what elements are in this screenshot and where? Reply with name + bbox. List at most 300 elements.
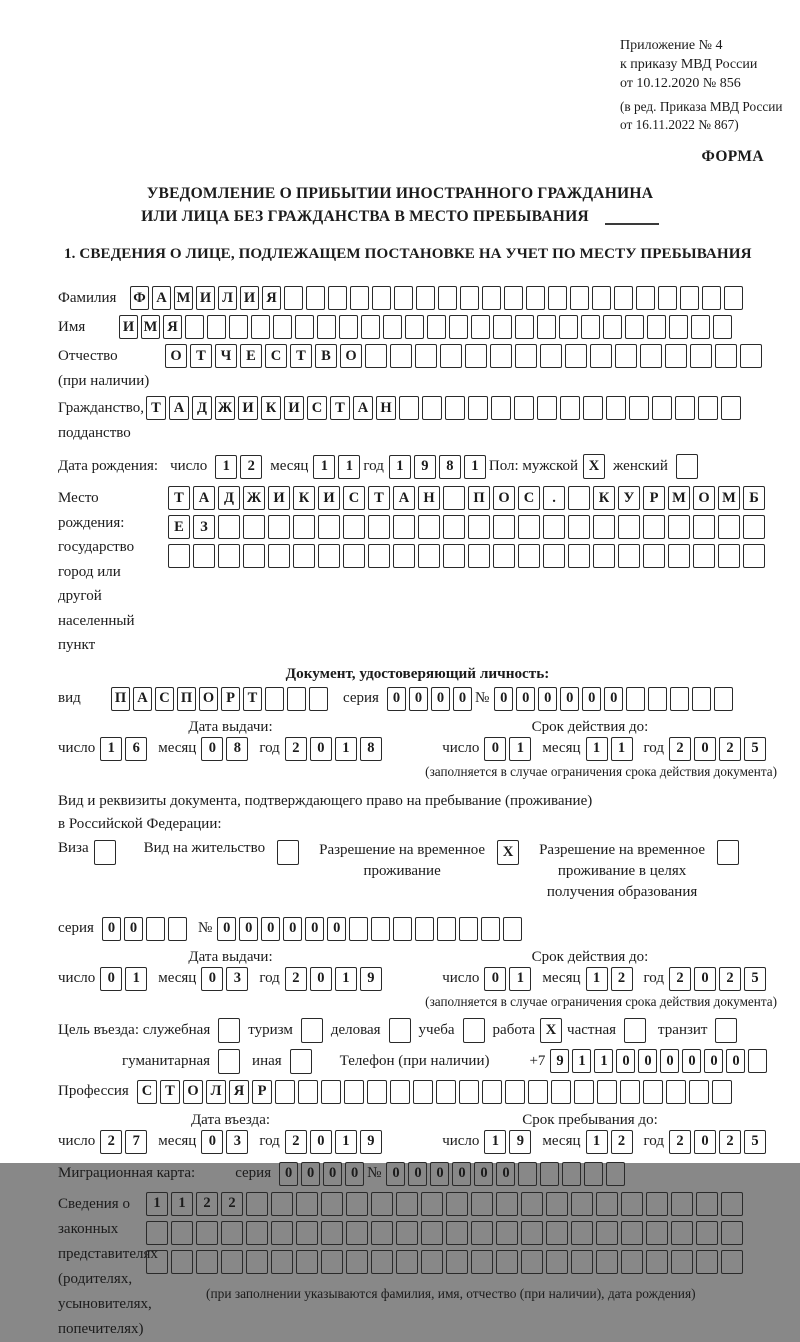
char-box: [514, 396, 534, 420]
char-box: [346, 1221, 368, 1245]
char-box: [275, 1080, 295, 1104]
entry-date-headers: [58, 1112, 777, 1129]
char-box: [371, 917, 390, 941]
residence-permit-checkbox: [277, 840, 299, 865]
char-box: 0: [704, 1049, 723, 1073]
char-box: [246, 1192, 268, 1216]
char-box: [606, 396, 626, 420]
char-box: 0: [453, 687, 472, 711]
char-box: М: [668, 486, 690, 510]
char-box: 1: [335, 737, 357, 761]
char-box: Л: [218, 286, 237, 310]
char-box: [277, 840, 299, 865]
char-box: 2: [669, 1130, 691, 1154]
char-box: [405, 315, 424, 339]
char-box: Б: [743, 486, 765, 510]
surname-row: [58, 286, 777, 310]
char-box: [421, 1250, 443, 1274]
char-box: [618, 544, 640, 568]
char-box: [218, 1049, 240, 1074]
char-box: [493, 515, 515, 539]
char-box: [643, 544, 665, 568]
char-box: [196, 1221, 218, 1245]
char-box: 7: [125, 1130, 147, 1154]
birth-month-boxes: [313, 455, 363, 479]
char-box: [229, 315, 248, 339]
char-box: [221, 1250, 243, 1274]
char-box: [389, 1018, 411, 1043]
expiry-day-boxes: [484, 967, 534, 991]
char-box: [218, 515, 240, 539]
char-box: [146, 917, 165, 941]
char-box: [306, 286, 325, 310]
char-box: 2: [285, 737, 307, 761]
char-box: У: [618, 486, 640, 510]
char-box: [321, 1192, 343, 1216]
char-box: [581, 315, 600, 339]
char-box: [221, 1221, 243, 1245]
char-box: 1: [313, 455, 335, 479]
char-box: [446, 1221, 468, 1245]
char-box: 1: [335, 1130, 357, 1154]
char-box: [321, 1080, 341, 1104]
month-label: месяц: [158, 970, 197, 986]
temp-residence-checkbox: [497, 840, 519, 865]
char-box: А: [133, 687, 152, 711]
form-word: ФОРМА: [701, 148, 764, 165]
char-box: [698, 396, 718, 420]
char-box: 1: [215, 455, 237, 479]
char-box: [675, 396, 695, 420]
char-box: [171, 1221, 193, 1245]
char-box: М: [718, 486, 740, 510]
char-box: [618, 515, 640, 539]
char-box: [271, 1221, 293, 1245]
char-box: [658, 286, 677, 310]
char-box: А: [393, 486, 415, 510]
stay-until-group: [442, 1130, 777, 1154]
char-box: [713, 315, 732, 339]
char-box: [361, 315, 380, 339]
visa-label: Виза: [58, 839, 89, 856]
day-label: число: [58, 970, 96, 986]
char-box: [712, 1080, 732, 1104]
char-box: [438, 286, 457, 310]
purpose-study-checkbox: [463, 1018, 485, 1043]
expiry-year-boxes: [669, 967, 769, 991]
char-box: [301, 1018, 323, 1043]
char-box: [696, 1192, 718, 1216]
char-box: Р: [643, 486, 665, 510]
char-box: [646, 1221, 668, 1245]
char-box: [718, 544, 740, 568]
birthplace-line3-boxes: [168, 544, 768, 568]
number-label: №: [197, 920, 213, 936]
char-box: [717, 840, 739, 865]
char-box: [343, 544, 365, 568]
char-box: С: [518, 486, 540, 510]
purpose-transit-checkbox: [715, 1018, 737, 1043]
char-box: [309, 687, 328, 711]
char-box: [718, 515, 740, 539]
char-box: К: [293, 486, 315, 510]
series-label: серия: [235, 1165, 272, 1181]
char-box: 1: [171, 1192, 193, 1216]
char-box: [570, 286, 589, 310]
series-label: серия: [58, 920, 94, 936]
representatives-label: Сведения о законных представителях (родителях, усыновителях, попечителях): [58, 1195, 158, 1337]
char-box: [540, 1162, 559, 1186]
purpose-work-checkbox: [540, 1018, 562, 1043]
char-box: [449, 315, 468, 339]
char-box: 1: [611, 737, 633, 761]
char-box: 1: [572, 1049, 591, 1073]
char-box: [503, 917, 522, 941]
char-box: 2: [285, 967, 307, 991]
char-box: [596, 1250, 618, 1274]
char-box: 8: [360, 737, 382, 761]
char-box: [505, 1080, 525, 1104]
purpose-private-checkbox: [624, 1018, 646, 1043]
year-label: год: [259, 740, 280, 756]
char-box: [418, 515, 440, 539]
char-box: [528, 1080, 548, 1104]
char-box: [606, 1162, 625, 1186]
char-box: [168, 917, 187, 941]
birthplace-boxes-block: [168, 486, 768, 568]
expiry-date-header: Срок действия до:: [531, 718, 649, 735]
char-box: [491, 396, 511, 420]
char-box: [328, 286, 347, 310]
char-box: [321, 1250, 343, 1274]
char-box: 1: [509, 737, 531, 761]
month-label: месяц: [158, 740, 197, 756]
char-box: [243, 544, 265, 568]
char-box: Т: [190, 344, 212, 368]
char-box: Я: [262, 286, 281, 310]
stay-until-month-boxes: [586, 1130, 636, 1154]
char-box: И: [119, 315, 138, 339]
char-box: [521, 1221, 543, 1245]
char-box: [621, 1192, 643, 1216]
temp-residence-label: Разрешение на временное проживание: [319, 841, 486, 879]
char-box: [468, 396, 488, 420]
char-box: [207, 315, 226, 339]
char-box: [543, 544, 565, 568]
char-box: [515, 344, 537, 368]
char-box: [445, 396, 465, 420]
char-box: [396, 1250, 418, 1274]
char-box: [636, 286, 655, 310]
purpose-transit-label: транзит: [658, 1021, 708, 1038]
char-box: 0: [239, 917, 258, 941]
issue-date-header: Дата выдачи:: [188, 948, 273, 965]
expiry-date-header: Срок действия до:: [531, 948, 649, 965]
char-box: [465, 344, 487, 368]
char-box: [168, 544, 190, 568]
char-box: [371, 1192, 393, 1216]
purpose-other-label: иная: [252, 1052, 282, 1069]
char-box: [185, 315, 204, 339]
profession-boxes: [137, 1080, 735, 1104]
char-box: 5: [744, 1130, 766, 1154]
name-row: [58, 315, 777, 339]
char-box: О: [493, 486, 515, 510]
char-box: 9: [360, 1130, 382, 1154]
char-box: [592, 286, 611, 310]
char-box: [671, 1250, 693, 1274]
representatives-line1-boxes: [146, 1192, 746, 1216]
patronymic-label: Отчество (при наличии): [58, 348, 150, 389]
char-box: [620, 1080, 640, 1104]
char-box: О: [165, 344, 187, 368]
char-box: [560, 396, 580, 420]
char-box: [436, 1080, 456, 1104]
char-box: 8: [439, 455, 461, 479]
char-box: [368, 544, 390, 568]
char-box: [625, 315, 644, 339]
char-box: [460, 286, 479, 310]
char-box: 1: [509, 967, 531, 991]
char-box: [284, 286, 303, 310]
char-box: 0: [301, 1162, 320, 1186]
title-line-2: ИЛИ ЛИЦА БЕЗ ГРАЖДАНСТВА В МЕСТО ПРЕБЫВАНИЯ: [0, 205, 800, 228]
char-box: 1: [146, 1192, 168, 1216]
char-box: [246, 1221, 268, 1245]
char-box: 0: [201, 737, 223, 761]
char-box: [471, 315, 490, 339]
char-box: [383, 315, 402, 339]
char-box: [496, 1221, 518, 1245]
char-box: [343, 515, 365, 539]
char-box: [715, 344, 737, 368]
migration-card-row: [58, 1162, 777, 1186]
char-box: Д: [192, 396, 212, 420]
stay-doc-dates-row: [58, 967, 777, 991]
entry-day-boxes: [100, 1130, 150, 1154]
char-box: [346, 1192, 368, 1216]
issue-month-boxes: [201, 967, 251, 991]
char-box: 1: [389, 455, 411, 479]
char-box: 1: [464, 455, 486, 479]
char-box: [468, 544, 490, 568]
char-box: [290, 1049, 312, 1074]
document-title: [0, 182, 800, 228]
sex-female-label: женский: [613, 458, 668, 474]
char-box: 0: [279, 1162, 298, 1186]
visa-checkbox: [94, 840, 116, 865]
doc-series-boxes: [387, 687, 475, 711]
char-box: 2: [196, 1192, 218, 1216]
char-box: 0: [452, 1162, 471, 1186]
char-box: [626, 687, 645, 711]
char-box: X: [540, 1018, 562, 1043]
issue-year-boxes: [285, 737, 385, 761]
char-box: 2: [719, 967, 741, 991]
char-box: [693, 544, 715, 568]
purpose-row: [58, 1018, 777, 1043]
temp-residence-edu-checkbox: [717, 840, 739, 865]
char-box: [496, 1192, 518, 1216]
char-box: [624, 1018, 646, 1043]
char-box: 2: [240, 455, 262, 479]
birth-day-boxes: [215, 455, 265, 479]
char-box: [443, 515, 465, 539]
char-box: [540, 344, 562, 368]
char-box: [646, 1250, 668, 1274]
issue-day-boxes: [100, 967, 150, 991]
char-box: 1: [594, 1049, 613, 1073]
char-box: [603, 315, 622, 339]
char-box: [715, 1018, 737, 1043]
representatives-boxes-block: [146, 1192, 746, 1302]
char-box: Т: [146, 396, 166, 420]
char-box: 0: [494, 687, 513, 711]
char-box: О: [199, 687, 218, 711]
char-box: П: [468, 486, 490, 510]
representatives-row: [58, 1192, 777, 1342]
char-box: [743, 544, 765, 568]
residence-permit-label: Вид на жительство: [143, 839, 266, 856]
char-box: [614, 286, 633, 310]
char-box: [273, 315, 292, 339]
char-box: [459, 1080, 479, 1104]
char-box: [521, 1192, 543, 1216]
char-box: 1: [100, 737, 122, 761]
migration-number-boxes: [386, 1162, 628, 1186]
annex-edit-note: от 16.11.2022 № 867): [620, 117, 739, 132]
char-box: [571, 1192, 593, 1216]
char-box: 0: [310, 737, 332, 761]
char-box: 3: [226, 1130, 248, 1154]
char-box: [350, 286, 369, 310]
char-box: Т: [168, 486, 190, 510]
char-box: [496, 1250, 518, 1274]
day-label: число: [58, 740, 96, 756]
char-box: X: [497, 840, 519, 865]
char-box: [218, 544, 240, 568]
char-box: [615, 344, 637, 368]
char-box: [546, 1250, 568, 1274]
char-box: [596, 1221, 618, 1245]
char-box: А: [353, 396, 373, 420]
stay-doc-line2: в Российской Федерации:: [58, 815, 222, 832]
char-box: М: [141, 315, 160, 339]
char-box: [396, 1192, 418, 1216]
char-box: [443, 486, 465, 510]
char-box: Р: [252, 1080, 272, 1104]
char-box: 0: [430, 1162, 449, 1186]
char-box: [647, 315, 666, 339]
char-box: О: [183, 1080, 203, 1104]
purpose-humanitarian-checkbox: [218, 1049, 240, 1074]
char-box: 0: [682, 1049, 701, 1073]
male-checkbox: [583, 454, 605, 479]
char-box: [621, 1221, 643, 1245]
id-doc-dates-row: [58, 737, 777, 761]
char-box: [346, 1250, 368, 1274]
char-box: 2: [100, 1130, 122, 1154]
char-box: 9: [360, 967, 382, 991]
doc-kind-label: вид: [58, 690, 81, 706]
char-box: П: [111, 687, 130, 711]
title-line-1: УВЕДОМЛЕНИЕ О ПРИБЫТИИ ИНОСТРАННОГО ГРАЖДАНИНА: [146, 185, 654, 202]
issue-month-boxes: [201, 737, 251, 761]
char-box: [94, 840, 116, 865]
char-box: Я: [163, 315, 182, 339]
char-box: Р: [221, 687, 240, 711]
char-box: И: [238, 396, 258, 420]
char-box: 2: [669, 737, 691, 761]
char-box: Ж: [243, 486, 265, 510]
char-box: [493, 544, 515, 568]
char-box: Л: [206, 1080, 226, 1104]
char-box: Н: [418, 486, 440, 510]
char-box: [251, 315, 270, 339]
char-box: [295, 315, 314, 339]
name-label: Имя: [58, 318, 86, 335]
char-box: [371, 1221, 393, 1245]
char-box: [548, 286, 567, 310]
expiry-month-boxes: [586, 737, 636, 761]
char-box: [721, 1192, 743, 1216]
id-doc-heading: Документ, удостоверяющий личность:: [285, 664, 550, 682]
migration-card-label: Миграционная карта:: [58, 1165, 196, 1181]
char-box: [318, 515, 340, 539]
char-box: 0: [496, 1162, 515, 1186]
char-box: [740, 344, 762, 368]
char-box: 0: [660, 1049, 679, 1073]
char-box: [415, 917, 434, 941]
char-box: [559, 315, 578, 339]
char-box: [670, 687, 689, 711]
entry-dates-row: [58, 1130, 777, 1154]
char-box: К: [593, 486, 615, 510]
expiry-note: (заполняется в случае ограничения срока действия документа): [425, 993, 777, 1009]
day-label: число: [170, 458, 208, 474]
purpose-work-label: работа: [492, 1021, 536, 1038]
year-label: год: [643, 1133, 664, 1149]
number-label: №: [474, 690, 490, 706]
stay-doc-number-boxes: [217, 917, 525, 941]
char-box: [413, 1080, 433, 1104]
char-box: 2: [719, 1130, 741, 1154]
annex-line: от 10.12.2020 № 856: [620, 76, 741, 91]
char-box: [416, 286, 435, 310]
char-box: Ж: [215, 396, 235, 420]
char-box: [368, 515, 390, 539]
id-doc-row: [58, 687, 777, 711]
char-box: [574, 1080, 594, 1104]
char-box: [271, 1250, 293, 1274]
representatives-line2-boxes: [146, 1221, 746, 1245]
surname-label: Фамилия: [58, 289, 117, 306]
char-box: [721, 396, 741, 420]
char-box: [571, 1250, 593, 1274]
purpose-private-label: частная: [567, 1021, 617, 1038]
char-box: [482, 1080, 502, 1104]
char-box: [748, 1049, 767, 1073]
char-box: С: [265, 344, 287, 368]
char-box: [265, 687, 284, 711]
char-box: [597, 1080, 617, 1104]
char-box: [504, 286, 523, 310]
char-box: [518, 515, 540, 539]
char-box: [396, 1221, 418, 1245]
char-box: [515, 315, 534, 339]
char-box: [671, 1221, 693, 1245]
month-label: месяц: [542, 740, 581, 756]
